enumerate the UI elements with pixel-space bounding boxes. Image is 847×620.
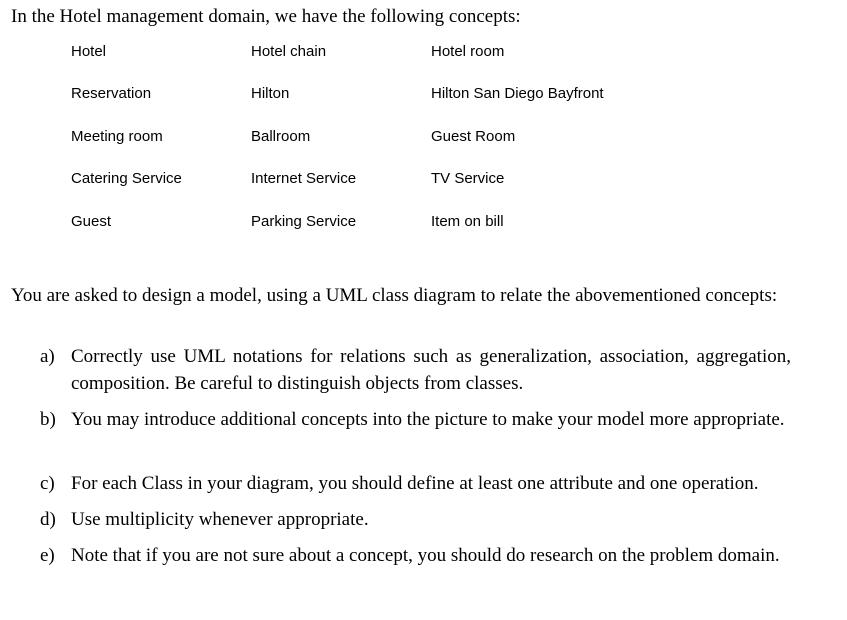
concept-internet-service: Internet Service (251, 170, 357, 187)
concept-parking-service: Parking Service (251, 213, 357, 230)
requirement-letter: d) (40, 509, 56, 530)
concept-hilton: Hilton (251, 85, 290, 102)
requirement-letter: e) (40, 545, 55, 566)
requirement-c (40, 470, 791, 497)
concept-guest-room: Guest Room (431, 128, 516, 145)
task-paragraph: You are asked to design a model, using a UML class diagram to relate the abovementioned concepts: (11, 285, 778, 306)
requirement-text: For each Class in your diagram, you should define at least one attribute and one operation. (71, 473, 759, 494)
requirement-d (40, 506, 791, 533)
concept-tv-service: TV Service (431, 170, 505, 187)
requirement-text: Use multiplicity whenever appropriate. (71, 509, 369, 530)
requirement-text: Note that if you are not sure about a concept, you should do research on the problem domain. (71, 545, 780, 566)
concept-hotel-chain: Hotel chain (251, 43, 327, 60)
concept-hotel: Hotel (71, 43, 107, 60)
requirement-letter: b) (40, 409, 56, 430)
requirement-letter: c) (40, 473, 55, 494)
requirement-letter: a) (40, 346, 55, 367)
requirement-b (40, 406, 791, 433)
concept-guest: Guest (71, 213, 112, 230)
requirement-a (40, 343, 791, 397)
concept-reservation: Reservation (71, 85, 152, 102)
concept-catering-service: Catering Service (71, 170, 182, 187)
concept-meeting-room: Meeting room (71, 128, 163, 145)
requirement-e (40, 542, 791, 569)
concept-hilton-san-diego-bayfront: Hilton San Diego Bayfront (431, 85, 604, 102)
concept-item-on-bill: Item on bill (431, 213, 504, 230)
requirement-text: You may introduce additional concepts into the picture to make your model more appropriate. (71, 409, 785, 430)
requirement-text: Correctly use UML notations for relations such as generalization, association, aggregation, composition. Be careful to distinguish objects from classes. (71, 346, 791, 394)
concept-hotel-room: Hotel room (431, 43, 505, 60)
concept-ballroom: Ballroom (251, 128, 311, 145)
intro-text: In the Hotel management domain, we have the following concepts: (11, 6, 521, 27)
